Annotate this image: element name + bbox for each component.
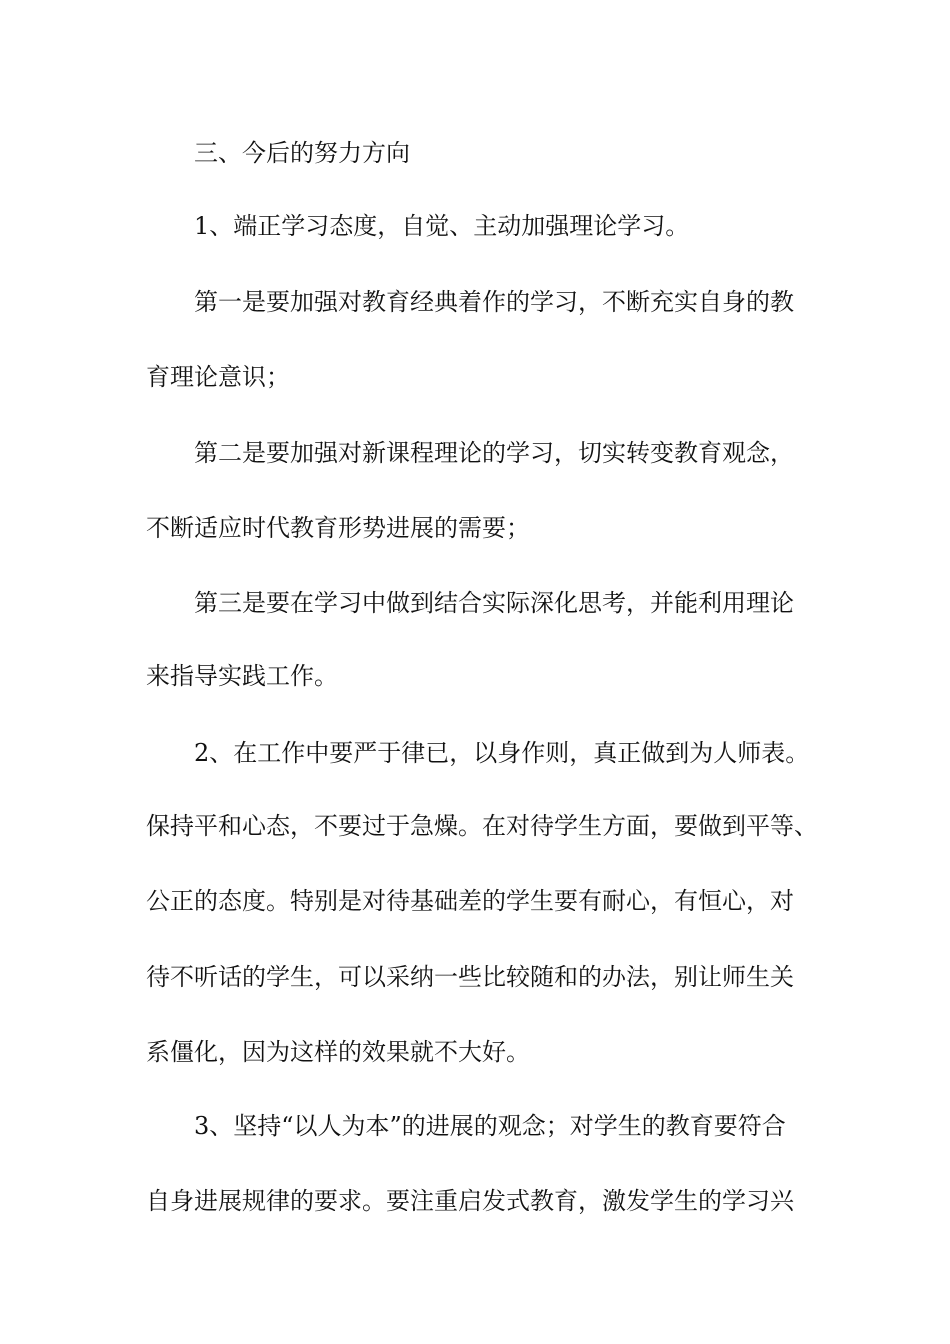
paragraph-line: 第二是要加强对新课程理论的学习，切实转变教育观念，	[194, 439, 794, 467]
paragraph-line: 自身进展规律的要求。要注重启发式教育，激发学生的学习兴	[146, 1187, 794, 1215]
paragraph-line: 保持平和心态，不要过于急燥。在对待学生方面，要做到平等、	[146, 812, 818, 840]
paragraph-line: 1、端正学习态度，自觉、主动加强理论学习。	[194, 212, 690, 240]
paragraph-line: 待不听话的学生，可以采纳一些比较随和的办法，别让师生关	[146, 963, 794, 991]
paragraph-line: 来指导实践工作。	[146, 662, 338, 690]
paragraph-line: 不断适应时代教育形势进展的需要；	[146, 514, 530, 542]
paragraph-line: 系僵化，因为这样的效果就不大好。	[146, 1038, 530, 1066]
paragraph-line: 第三是要在学习中做到结合实际深化思考，并能利用理论	[194, 589, 794, 617]
paragraph-line: 第一是要加强对教育经典着作的学习，不断充实自身的教	[194, 288, 794, 316]
paragraph-line: 2、在工作中要严于律已，以身作则，真正做到为人师表。	[194, 739, 810, 767]
paragraph-line: 公正的态度。特别是对待基础差的学生要有耐心，有恒心，对	[146, 887, 794, 915]
paragraph-line: 育理论意识；	[146, 363, 290, 391]
section-heading: 三、今后的努力方向	[194, 139, 410, 167]
paragraph-line: 3、坚持“以人为本”的进展的观念；对学生的教育要符合	[194, 1112, 786, 1140]
